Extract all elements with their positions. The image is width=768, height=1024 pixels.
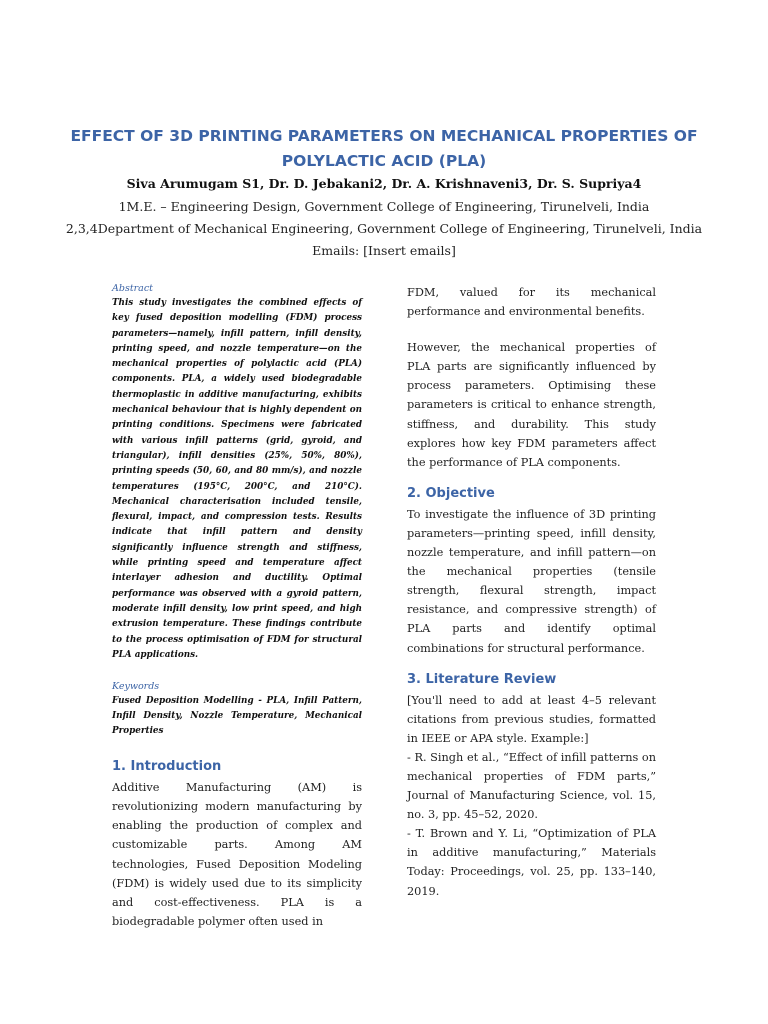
affiliation-1: 1M.E. – Engineering Design, Government College of Engineering, Tirunelveli, India <box>118 199 650 214</box>
introduction-paragraph-1: Additive Manufacturing (AM) is revolutionizing modern manufacturing by enabling the production of complex and customizable parts. Among AM technologies, Fused Deposition Modeling (FDM) is widely used due to its simplicity and cost-effectiveness. PLA is a biodegradable polymer often used in <box>112 781 362 928</box>
introduction-paragraph-2: However, the mechanical properties of PLA parts are significantly influenced by process parameters. Optimising these parameters is critical to enhance strength, stiffness, and durability. This study explores how key FDM parameters affect the performance of PLA components. <box>407 341 656 469</box>
right-column <box>407 283 656 901</box>
keywords-text: Fused Deposition Modelling - PLA, Infill Pattern, Infill Density, Nozzle Temperature, Mechanical Properties <box>112 696 362 737</box>
author-line: Siva Arumugam S1, Dr. D. Jebakani2, Dr. A. Krishnaveni3, Dr. S. Supriya4 <box>126 176 642 191</box>
affiliation-2: 2,3,4Department of Mechanical Engineering, Government College of Engineering, Tirunelveli, India <box>65 221 703 236</box>
reference-2: - T. Brown and Y. Li, “Optimization of PLA in additive manufacturing,” Materials Today: Proceedings, vol. 25, pp. 133–140, 2019. <box>407 827 656 898</box>
introduction-heading: 1. Introduction <box>112 759 222 775</box>
objective-heading: 2. Objective <box>407 485 495 501</box>
left-column <box>112 283 362 931</box>
paper-title: EFFECT OF 3D PRINTING PARAMETERS ON MECHANICAL PROPERTIES OF POLYLACTIC ACID (PLA) <box>70 127 698 170</box>
emails-line: Emails: [Insert emails] <box>312 243 456 258</box>
abstract-text: This study investigates the combined effects of key fused deposition modelling (FDM) process parameters—namely, infill pattern, infill density, printing speed, and nozzle temperature—on the mechanical properties of polylactic acid (PLA) components. PLA, a widely used biodegradable thermoplastic in additive manufacturing, exhibits mechanical behaviour that is highly dependent on printing conditions. Specimens were fabricated with various infill patterns (grid, gyroid, and triangular), infill densities (25%, 50%, 80%), printing speeds (50, 60, and 80 mm/s), and nozzle temperatures (195°C, 200°C, and 210°C). Mechanical characterisation included tensile, flexural, impact, and compression tests. Results indicate that infill pattern and density significantly influence strength and stiffness, while printing speed and temperature affect interlayer adhesion and ductility. Optimal performance was observed with a gyroid pattern, moderate infill density, low print speed, and high extrusion temperature. These findings contribute to the process optimisation of FDM for structural PLA applications. <box>112 298 362 660</box>
reference-1: - R. Singh et al., “Effect of infill patterns on mechanical properties of FDM parts,” Journal of Manufacturing Science, vol. 15, no. 3, pp. 45–52, 2020. <box>407 750 656 822</box>
objective-text: To investigate the influence of 3D printing parameters—printing speed, infill density, nozzle temperature, and infill pattern—on the mechanical properties (tensile strength, flexural strength, impact resistance, and compressive strength) of PLA parts and identify optimal combinations for structural performance. <box>407 507 656 655</box>
affiliations <box>60 196 708 262</box>
keywords-heading: Keywords <box>112 681 160 693</box>
literature-intro: [You'll need to add at least 4–5 relevant citations from previous studies, formatted in IEEE or APA style. Example:] <box>407 693 656 745</box>
literature-review-heading: 3. Literature Review <box>407 671 557 687</box>
introduction-paragraph-1-continued: FDM, valued for its mechanical performance and environmental benefits. <box>407 286 656 319</box>
literature-review-text <box>407 691 656 901</box>
abstract-heading: Abstract <box>112 283 153 294</box>
